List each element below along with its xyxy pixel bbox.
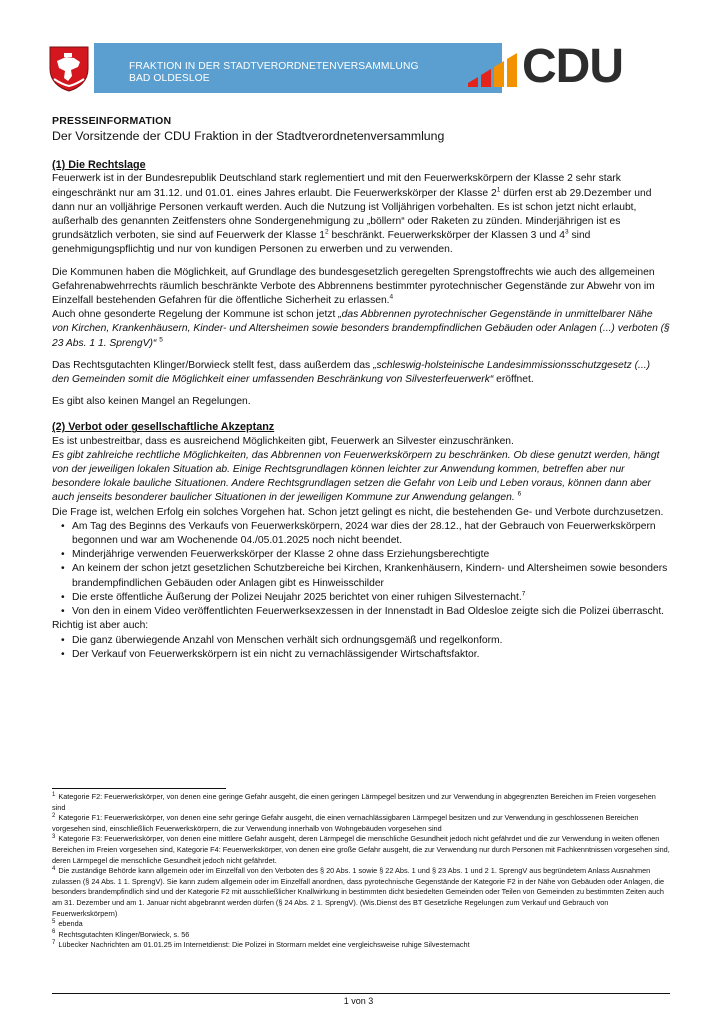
section-2-paragraph-4: Richtig ist aber auch:	[52, 620, 149, 632]
list-item: • Von den in einem Video veröffentlichten Feuerwerksexzessen in der Innenstadt in Bad Oldesloe zeigte sich die Polizei überrascht.	[72, 605, 670, 619]
footnote-3: $^3$ Kategorie F3: Feuerwerkskörper, von denen eine mittlere Gefahr ausgeht, deren Lärmpegel die menschliche Gesundheit jedoch nicht gefährdet und die zur Verwendung in weiten offenen Bereichen im Freien vorgesehen sind, Kategorie F4: Feuerwerkskörper, von denen eine große Gefahr ausgeht, die zur Verwendung nur durch Personen mit Fachkenntnissen vorgesehen sind, deren Lärmpegel die menschliche Gesundheit jedoch nicht gefährdet.	[52, 833, 670, 865]
observation-list	[52, 520, 670, 619]
counterpoint-list	[52, 634, 670, 662]
section-1-paragraph-3: Auch ohne gesonderte Regelung der Kommune ist schon jetzt „das Abbrennen pyrotechnischer Gegenstände in unmittelbarer Nähe von Kirchen, Krankenhäusern, Kinder- und Altersheimen sowie besonders brandempfindlichen Gebäuden oder Anlagen (...) verboten (§ 23 Abs. 1 1. SprengV)“ $^5$	[52, 309, 670, 349]
list-item: • Der Verkauf von Feuerwerkskörpern ist ein nicht zu vernachlässigender Wirtschaftsfaktor.	[72, 648, 670, 662]
section-2-paragraph-1: Es ist unbestreitbar, dass es ausreichend Möglichkeiten gibt, Feuerwerk an Silvester einzuschränken.	[52, 435, 514, 447]
crest-icon	[44, 43, 94, 93]
section-1-paragraph-2: Die Kommunen haben die Möglichkeit, auf Grundlage des bundesgesetzlich geregelten Sprengstoffrechts wie auch des allgemeinen Gefahrenabwehrrechts räumlich beschränkte Verbote des Abbrennens bestimmter pyrotechnischer Gegenstände zur Abwehr von im Einzelfall bestehenden Gefahren für die öffentliche Sicherheit zu erlassen.$^4$	[52, 266, 655, 307]
footnote-1: $^1$ Kategorie F2: Feuerwerkskörper, von denen eine geringe Gefahr ausgeht, die einen geringen Lärmpegel besitzen und zur Verwendung in abgegrenzten Bereichen im Freien vorgesehen sind	[52, 791, 656, 812]
press-title: PRESSEINFORMATION	[52, 115, 172, 127]
banner-line-2: BAD OLDESLOE	[129, 73, 210, 84]
crest-logo	[44, 43, 94, 93]
section-1-paragraph-1: Feuerwerk ist in der Bundesrepublik Deutschland stark reglementiert und mit den Feuerwerkskörpern der Klasse 2 sehr stark eingeschränkt nur am 31.12. und 01.01. eines Jahres erlaubt. Die Feuerwerkskörper der Klasse $2^1$ dürfen erst ab 29.Dezember und dann nur an volljährige Personen verkauft werden. Auch die Nutzung ist Volljährigen vorbehalten. Es ist schon jetzt nicht erlaubt, außerhalb des genannten Zeitfensters ohne Sondergenehmigung zu „böllern“ oder Raketen zu zünden. Minderjährigen ist es grundsätzlich verboten, sie sind auf Feuerwerk der Klasse $1^2$ beschränkt. Feuerwerkskörper der Klassen 3 und $4^3$ sind genehmigungspflichtig und nur von kundigen Personen zu erwerben und zu verwenden.	[52, 173, 652, 256]
section-2-heading: (2) Verbot oder gesellschaftliche Akzeptanz	[52, 421, 275, 434]
footnote-6: $^6$ Rechtsgutachten Klinger/Borwieck, s. 56	[52, 929, 190, 939]
footnote-2: $^2$ Kategorie F1: Feuerwerkskörper, von denen eine sehr geringe Gefahr ausgeht, die einen vernachlässigbaren Lärmpegel besitzen und zur Verwendung in geschlossenen Bereichen vorgesehen sind, einschließlich Feuerwerkskörpern, die zur Verwendung innerhalb von Wohngebäuden vorgesehen sind	[52, 812, 639, 833]
banner-line-1: FRAKTION IN DER STADTVERORDNETENVERSAMMLUNG	[129, 61, 419, 72]
list-item: • Die erste öffentliche Äußerung der Polizei Neujahr 2025 berichtet von einer ruhigen Silvesternacht.$^7$	[72, 591, 670, 605]
list-item: • An keinem der schon jetzt gesetzlichen Schutzbereiche bei Kirchen, Krankenhäusern, Kindern- und Altersheimen sowie besonders brandempfindlichen Gebäuden oder Anlagen gibt es Hinweisschilder	[72, 562, 670, 590]
cdu-logo	[464, 40, 676, 93]
press-subtitle: Der Vorsitzende der CDU Fraktion in der Stadtverordnetenversammlung	[52, 129, 445, 144]
list-item: • Am Tag des Beginns des Verkaufs von Feuerwerkskörpern, 2024 war dies der 28.12., hat der Gebrauch von Feuerwerkskörpern begonnen und war am Wochenende 04./05.01.2025 noch nicht beendet.	[72, 520, 670, 548]
section-2-paragraph-3: Die Frage ist, welchen Erfolg ein solches Vorgehen hat. Schon jetzt gelingt es nicht, die bestehenden Ge- und Verbote durchzusetzen.	[52, 506, 664, 518]
cdu-logo-text: CDU	[522, 40, 623, 93]
footnote-separator	[52, 788, 226, 789]
list-item: • Die ganz überwiegende Anzahl von Menschen verhält sich ordnungsgemäß und regelkonform.	[72, 634, 670, 648]
letterhead	[44, 40, 676, 93]
page-footer-rule	[52, 993, 670, 994]
list-item: • Minderjährige verwenden Feuerwerkskörper der Klasse 2 ohne dass Erziehungsberechtigte	[72, 548, 670, 562]
fraction-banner	[94, 43, 502, 93]
section-1-paragraph-5: Es gibt also keinen Mangel an Regelungen.	[52, 396, 251, 408]
footnotes	[52, 792, 670, 951]
press-release-body	[52, 114, 670, 662]
footnote-5: $^5$ ebenda	[52, 918, 83, 929]
banner-text	[129, 61, 419, 85]
section-2-quote: Es gibt zahlreiche rechtliche Möglichkeiten, das Abbrennen von Feuerwerkskörpern zu beschränken. Ob diese genutzt werden, hängt von der jeweiligen lokalen Situation ab. Einige Rechtsgrundlagen können leichter zur Anwendung kommen, betreffen aber nur besondere lokale bauliche Situationen. Andere Rechtsgrundlagen setzen die Gefahr von Leib und Leben voraus, können dann aber auch jenseits besonderer baulicher Situationen in der jeweiligen Kommune zur Anwendung gelangen. $^6$	[52, 449, 660, 504]
page-number: 1 von 3	[343, 996, 374, 1006]
footnote-7: $^7$ Lübecker Nachrichten am 01.01.25 im Internetdienst: Die Polizei in Stormarn meldet eine vergleichsweise ruhige Silvesternacht	[52, 939, 470, 950]
footnote-4: $^4$ Die zuständige Behörde kann allgemein oder im Einzelfall von den Verboten des § 20 Abs. 1 sowie § 22 Abs. 1 und § 23 Abs. 1 und 2 1. SprengV aus begründetem Anlass Ausnahmen zulassen (§ 24 Abs. 1 1. SprengV). Sie kann zudem allgemein oder im Einzelfall anordnen, dass pyrotechnische Gegenstände der Kategorie F2 in der Nähe von Gebäuden oder Anlagen, die besonders brandempfindlich sind und der Kategorie F2 mit ausschließlicher Knallwirkung in bestimmten dicht besiedelten Gemeinden oder Teilen von Gemeinden zu bestimmten Zeiten auch am 31. Dezember und am 1. Januar nicht abgebrannt werden dürfen (§ 24 Abs. 2 1. SprengV). (Wis.Dienst des BT Gesetzliche Regelungen zum Verkauf und Gebrauch von Feuerwerkskörpern)	[52, 865, 665, 918]
cdu-logo-bars-icon	[464, 43, 524, 93]
section-1-paragraph-4: Das Rechtsgutachten Klinger/Borwieck stellt fest, dass außerdem das „schleswig-holsteinische Landesimmissionsschutzgesetz (...) den Gemeinden somit die Möglichkeit einer umfassenden Beschränkung von Silvesterfeuerwerk“ eröffnet.	[52, 359, 651, 386]
section-1-heading: (1) Die Rechtslage	[52, 159, 146, 172]
